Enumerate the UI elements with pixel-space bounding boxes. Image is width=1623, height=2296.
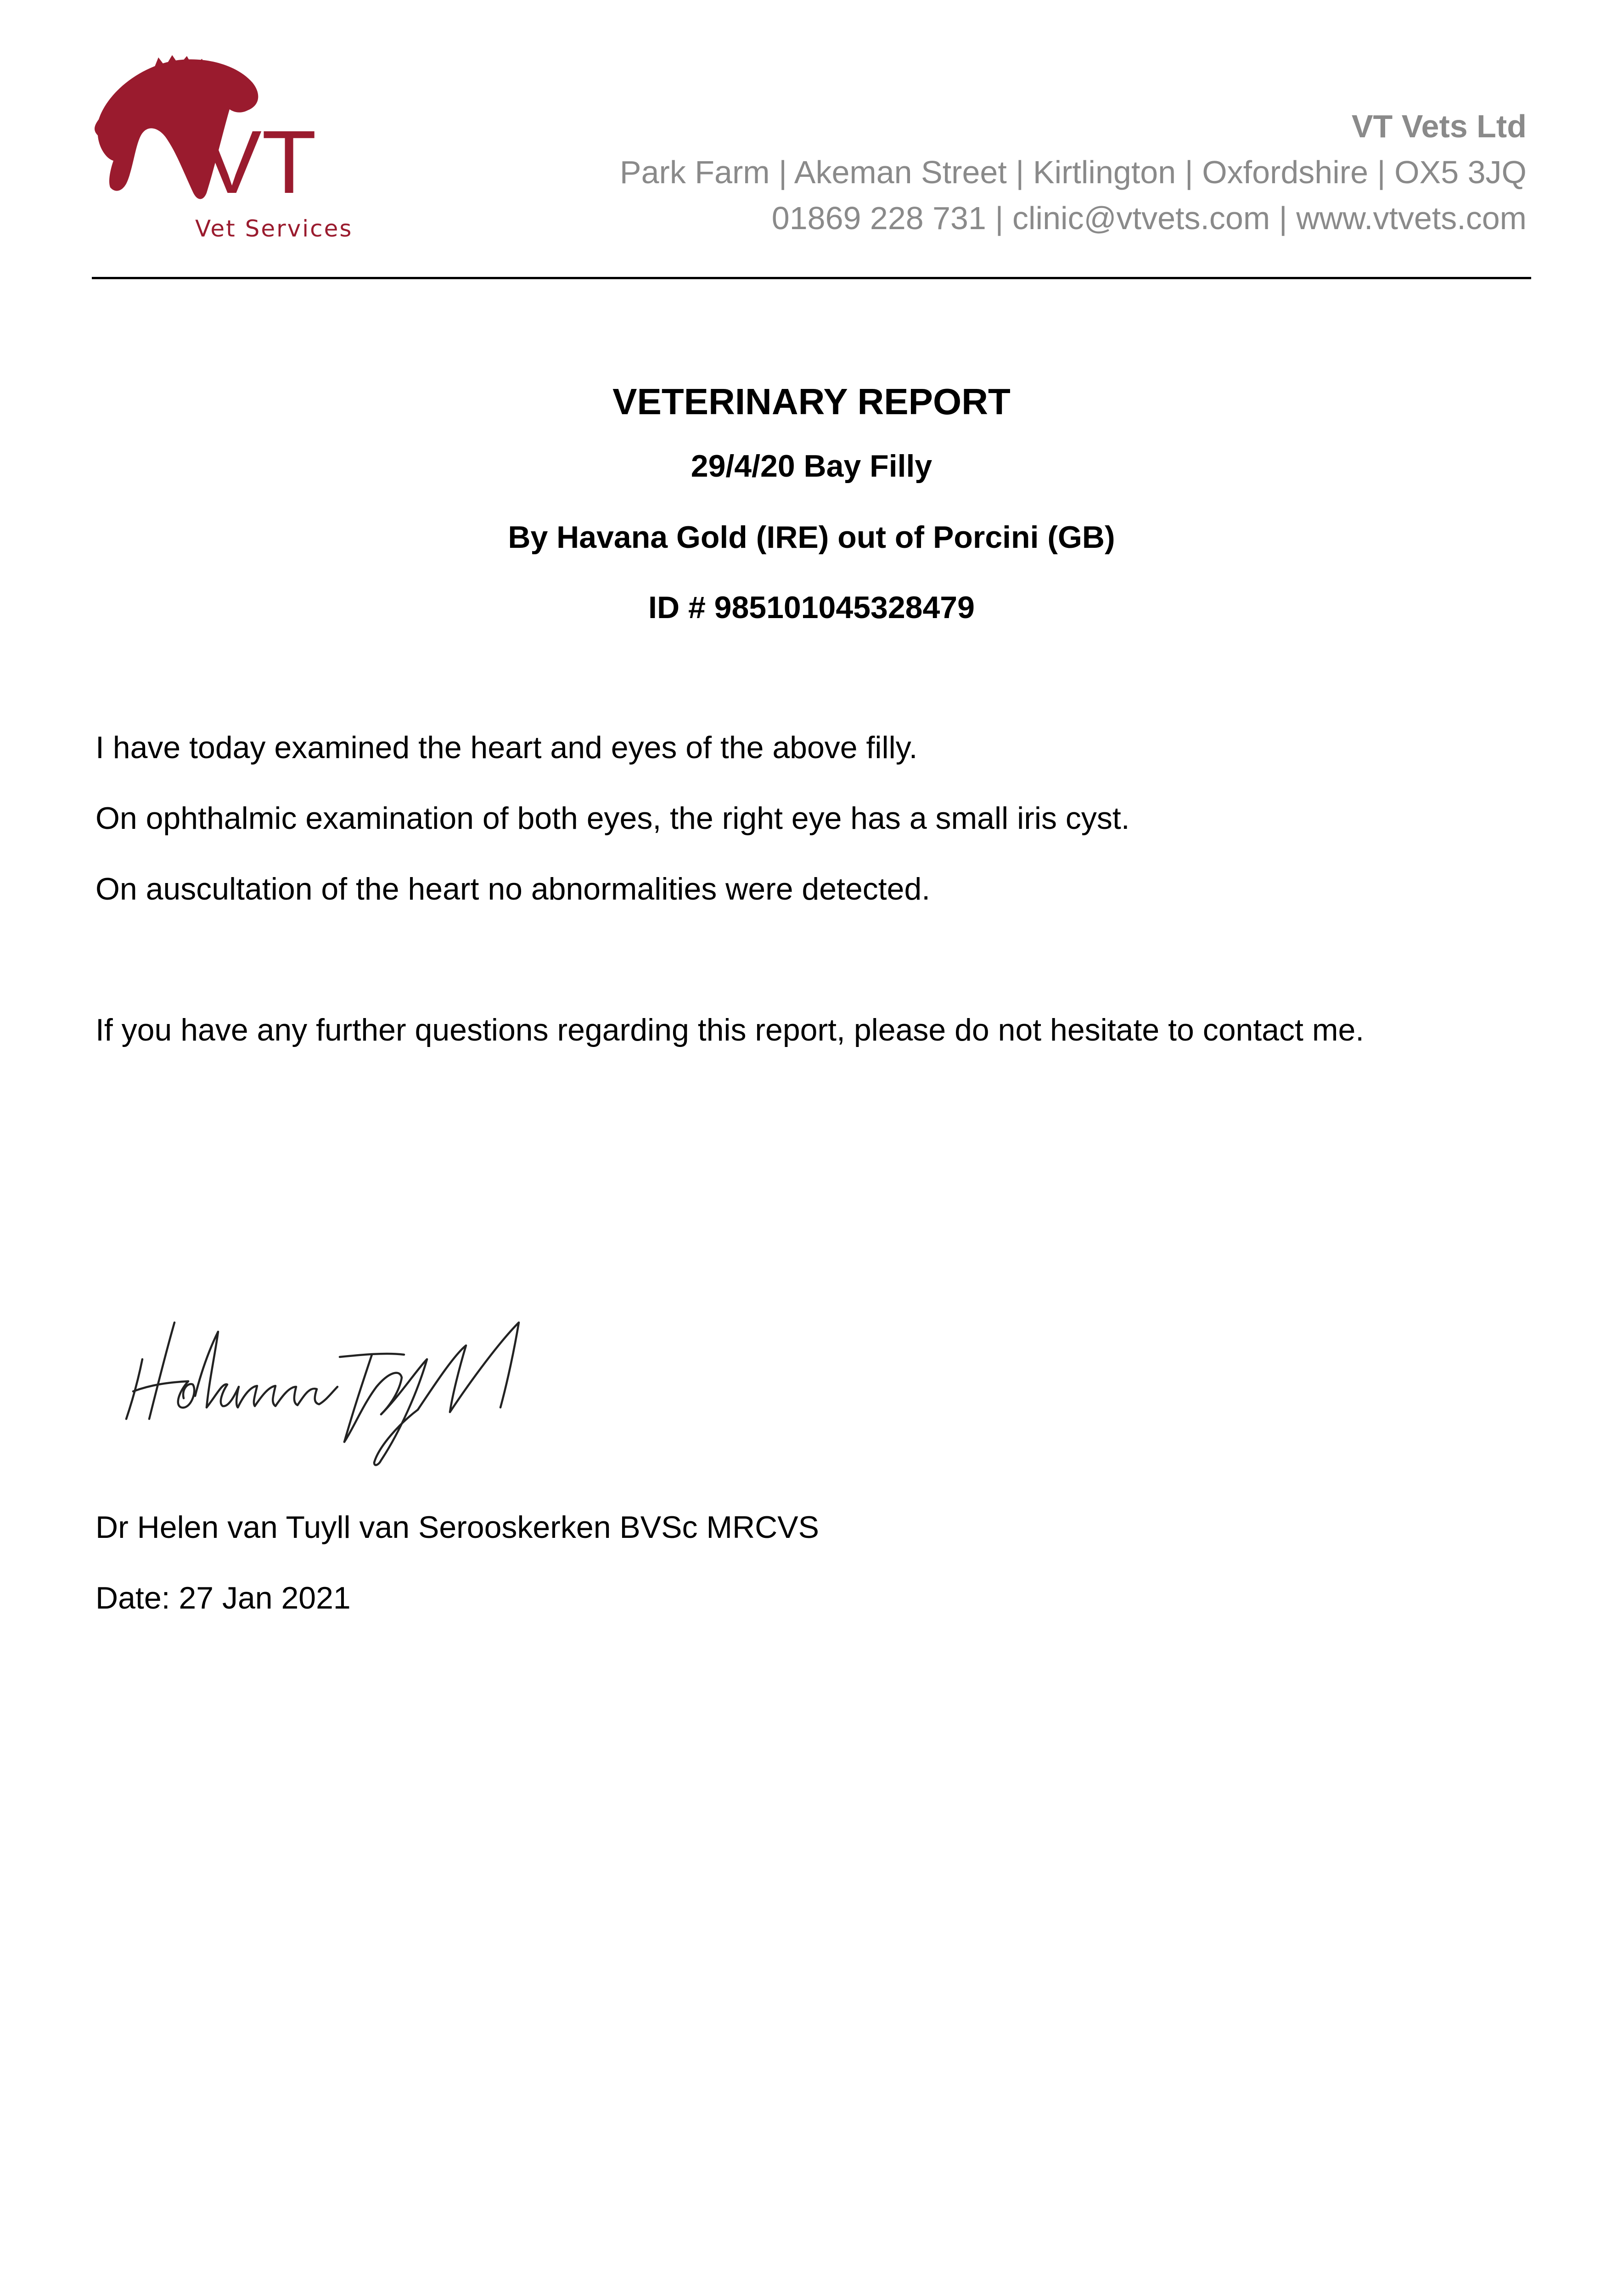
body-paragraph-ophthalmic: On ophthalmic examination of both eyes, the right eye has a small iris cyst. [95, 801, 1130, 836]
logo-vt-text: VT [202, 112, 317, 212]
company-contact: 01869 228 731 | clinic@vtvets.com | www.vtvets.com [771, 200, 1527, 236]
handwritten-signature [124, 1304, 546, 1469]
letterhead-contact [425, 103, 1527, 241]
horse-breeding: By Havana Gold (IRE) out of Porcini (GB) [508, 520, 1115, 555]
vt-vet-services-logo [90, 55, 360, 243]
body-paragraph-contact: If you have any further questions regarding this report, please do not hesitate to contact me. [95, 1013, 1365, 1047]
logo-subtext: Vet Services [195, 215, 353, 242]
signatory-name: Dr Helen van Tuyll van Serooskerken BVSc MRCVS [95, 1510, 819, 1545]
header-divider [92, 277, 1531, 279]
body-paragraph-examined: I have today examined the heart and eyes of the above filly. [95, 730, 918, 765]
signoff-date: Date: 27 Jan 2021 [95, 1581, 351, 1615]
report-title: VETERINARY REPORT [612, 381, 1011, 422]
horse-description: 29/4/20 Bay Filly [691, 449, 932, 484]
horse-id: ID # 985101045328479 [648, 590, 975, 625]
company-name: VT Vets Ltd [1351, 108, 1527, 144]
company-address: Park Farm | Akeman Street | Kirtlington | Oxfordshire | OX5 3JQ [619, 154, 1527, 190]
body-paragraph-auscultation: On auscultation of the heart no abnormalities were detected. [95, 872, 931, 906]
horse-head-logo-icon [90, 55, 360, 243]
signature-icon [124, 1304, 546, 1469]
